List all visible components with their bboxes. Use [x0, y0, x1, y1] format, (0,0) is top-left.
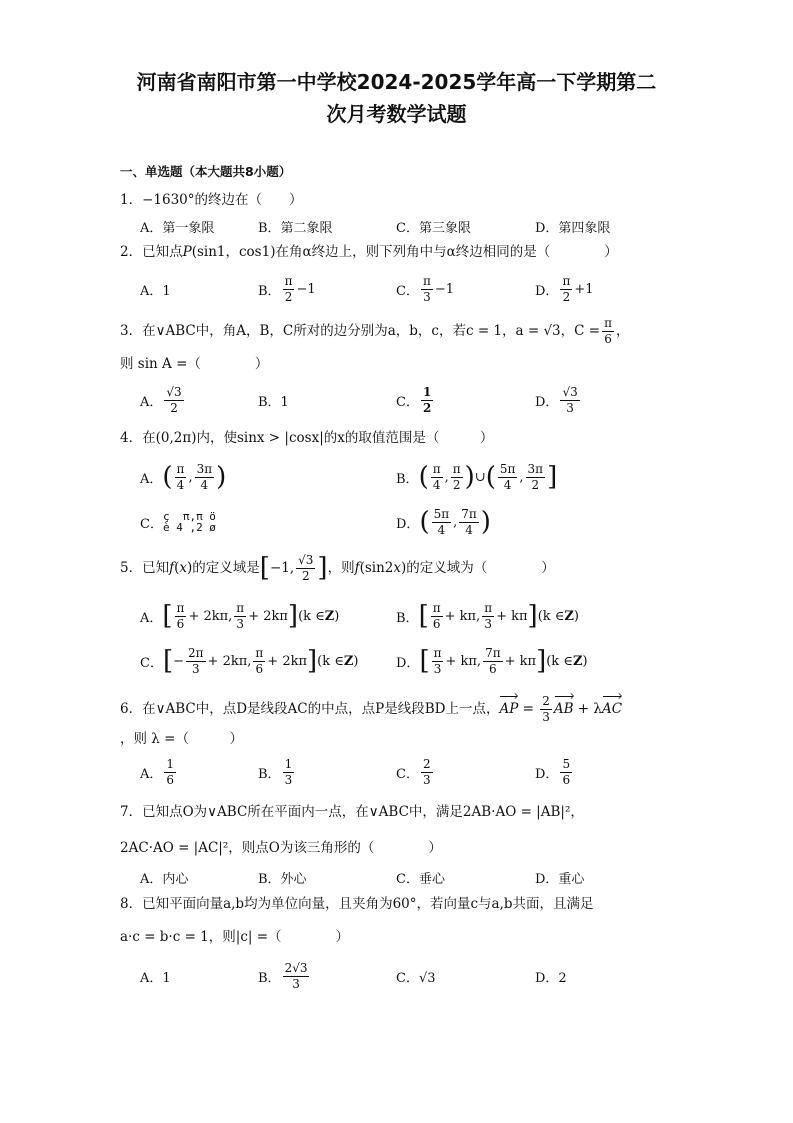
q2-option-d: D． $\frac{\pi}{2}$ +1 [535, 273, 594, 304]
q3-option-d: D． $\frac{√3}{3}$ [535, 384, 578, 415]
q1-option-d: D．第四象限 [535, 220, 611, 236]
q2-option-a: A．1 [140, 283, 171, 299]
q4-option-c: C． ç π,π ö è 4 ,2 ø [140, 510, 216, 534]
question-7-stem: 7．已知点O为∨ABC所在平面内一点，在∨ABC中，满足2AB·AO = |AB|²， [120, 804, 584, 820]
question-4-stem: 4．在(0,2π)内，使sinx > |cosx|的x的取值范围是（ ） [120, 430, 494, 446]
q4-option-d: D． ( $\frac{5\pi}{4}$ , $\frac{7\pi}{4}$ ) [396, 506, 491, 537]
title-line-2: 次月考数学试题 [326, 102, 467, 126]
question-6-stem: 6．在∨ABC中，点D是线段AC的中点，点P是线段BD上一点， AP = $\frac{2}{3}$ AB + λ AC [120, 693, 623, 724]
q8-option-b: B． $\frac{2√3}{3}$ [258, 960, 308, 991]
question-3-line-2: 则 sin A =（ ） [120, 356, 269, 372]
q6-option-c: C． $\frac{2}{3}$ [396, 756, 431, 787]
question-7-line-2: 2AC·AO = |AC|²，则点O为该三角形的（ ） [120, 840, 442, 856]
q2-option-b: B． $\frac{\pi}{2}$ −1 [258, 273, 316, 304]
question-8-line-2: a·c = b·c = 1，则|c| =（ ） [120, 929, 350, 945]
q6-option-b: B． $\frac{1}{3}$ [258, 756, 293, 787]
q1-option-a: A．第一象限 [140, 220, 215, 236]
q8-option-d: D．2 [535, 970, 567, 986]
q5-option-d: D． [ $\frac{\pi}{3}$ + kπ, $\frac{7\pi}{6}$ + kπ ] (k ∈ Z ) [396, 645, 588, 676]
q2-option-c: C． $\frac{\pi}{3}$ −1 [396, 273, 455, 304]
q5-option-b: B． [ $\frac{\pi}{6}$ + kπ, $\frac{\pi}{3}$ + kπ ] (k ∈ Z ) [396, 600, 579, 631]
section-header: 一、单选题（本大题共8小题） [120, 164, 292, 179]
q5-option-a: A． [ $\frac{\pi}{6}$ + 2kπ, $\frac{\pi}{3}$ + 2kπ ] (k ∈ Z ) [140, 600, 340, 631]
question-6-line-2: ，则 λ =（ ） [120, 731, 243, 747]
q4-option-b: B． ( $\frac{\pi}{4}$ , $\frac{\pi}{2}$ ) ∪ ( $\frac{5\pi}{4}$ , $\frac{3\pi}{2}$ ] [396, 461, 558, 492]
question-3-stem: 3．在∨ABC中，角A，B，C所对的边分别为a，b，c，若c = 1，a = √3，C = $\frac{\pi}{6}$ ， [120, 315, 630, 346]
q6-option-d: D． $\frac{5}{6}$ [535, 756, 571, 787]
question-5-stem: 5．已知 f ( x )的定义域是 [ −1, $\frac{√3}{2}$ ] ，则 f (sin2 x )的定义域为（ ） [120, 552, 555, 583]
question-1-stem: 1．−1630°的终边在（ ） [120, 192, 303, 208]
q4-option-a: A． ( $\frac{\pi}{4}$ , $\frac{3\pi}{4}$ ) [140, 461, 227, 492]
q3-option-b: B．1 [258, 394, 289, 410]
q1-option-c: C．第三象限 [396, 220, 471, 236]
q5-option-c: C． [ − $\frac{2\pi}{3}$ + 2kπ, $\frac{\pi}{6}$ + 2kπ ] (k ∈ Z ) [140, 645, 359, 676]
q7-option-d: D．重心 [535, 871, 585, 887]
question-2-stem: 2．已知点P(sin1，cos1)在角α终边上，则下列角中与α终边相同的是（ ） [120, 244, 618, 260]
question-8-stem: 8．已知平面向量a,b均为单位向量，且夹角为60°，若向量c与a,b共面，且满足 [120, 896, 594, 912]
q7-option-c: C．垂心 [396, 871, 445, 887]
q8-option-c: C．√3 [396, 970, 436, 986]
title-line-1: 河南省南阳市第一中学校2024-2025学年高一下学期第二 [136, 70, 657, 94]
q3-option-c: C． $\frac{1}{2}$ [396, 384, 432, 415]
q7-option-a: A．内心 [140, 871, 189, 887]
exam-title [60, 66, 733, 130]
q7-option-b: B．外心 [258, 871, 307, 887]
q6-option-a: A． $\frac{1}{6}$ [140, 756, 175, 787]
q3-option-a: A． $\frac{√3}{2}$ [140, 384, 182, 415]
q1-option-b: B．第二象限 [258, 220, 333, 236]
q8-option-a: A．1 [140, 970, 171, 986]
